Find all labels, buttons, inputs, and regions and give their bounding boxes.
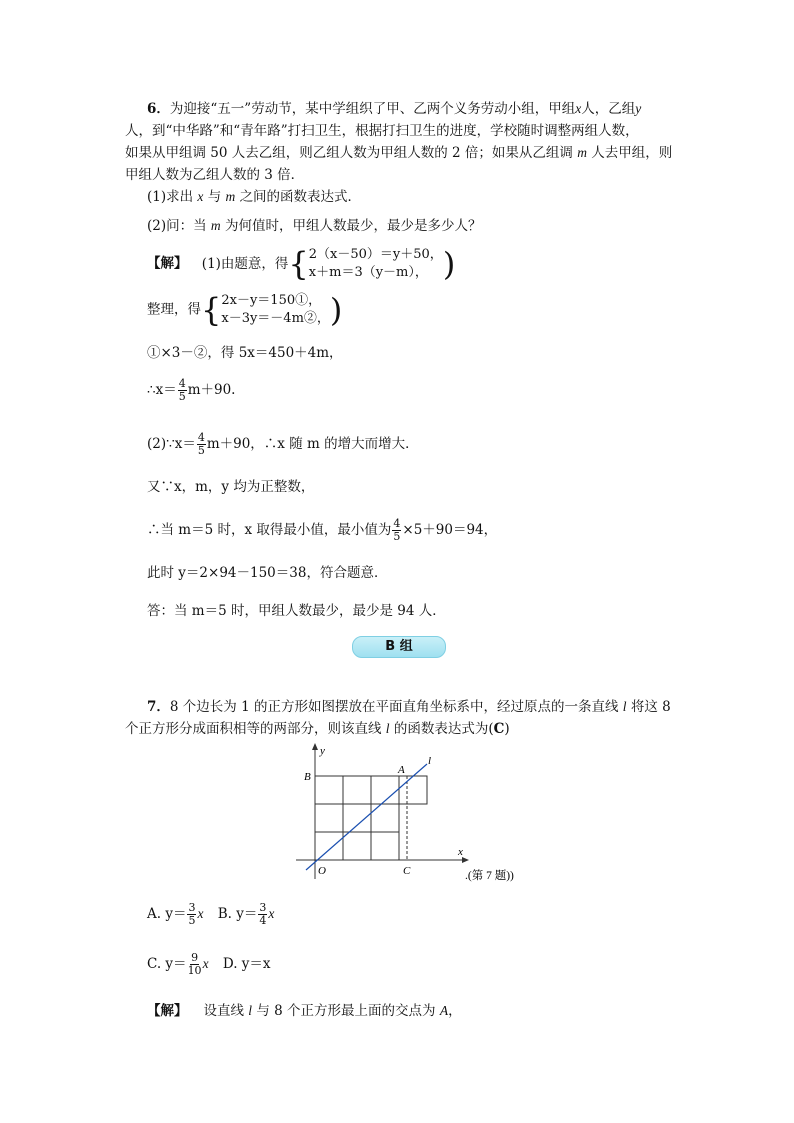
q6-step7: ∴当 m＝5 时，x 取得最小值，最小值为 $\frac{4}{5}$ ×5＋90＝94， (147, 517, 498, 543)
solution-label: 【解】 (147, 255, 188, 272)
q6-step5: (2)∵x＝ $\frac{4}{5}$ m＋90，∴x 随 m 的增大而增大． (147, 431, 419, 457)
option-c: C. y＝ $\frac{9}{10}$ x (147, 951, 209, 977)
q6-step8: 此时 y＝2×94－150＝38，符合题意． (147, 565, 388, 581)
q7-line2: 个正方形分成面积相等的两部分，则该直线 l 的函数表达式为(C) (125, 721, 510, 737)
q6-solution-system2: 整理，得{2x－y＝150①， x－3y＝－4m②，) (147, 291, 343, 329)
q6-line4: 甲组人数为乙组人数的 3 倍． (125, 167, 305, 183)
q6-step4: ∴x＝ $\frac{4}{5}$ m＋90. (147, 377, 236, 403)
q6-step6: 又∵x，m，y 均为正整数， (147, 479, 315, 495)
option-d: D. y＝x (222, 956, 271, 972)
figure-caption: .(第 7 题)) (465, 870, 514, 882)
q6-solution-system1: 【解】 (1)由题意，得{2（x－50）＝y＋50， x＋m＝3（y－m）， ) (147, 245, 456, 283)
label-x: x (458, 846, 463, 858)
q7-options-ab (147, 902, 274, 927)
q6-answer: 答：当 m＝5 时，甲组人数最少，最少是 94 人． (147, 603, 446, 619)
option-a: A. y＝ $\frac{3}{5}$ x (147, 901, 204, 927)
label-A: A (398, 764, 405, 776)
y-axis-arrow (312, 743, 318, 750)
q7-line1: 7．8 个边长为 1 的正方形如图摆放在平面直角坐标系中，经过原点的一条直线 l 将这 8 (147, 699, 671, 715)
q7-options-cd (147, 952, 271, 977)
q6-part1: (1)求出 x 与 m 之间的函数表达式． (147, 189, 362, 205)
label-B: B (304, 771, 311, 783)
q6-line3: 如果从甲组调 50 人去乙组，则乙组人数为甲组人数的 2 倍；如果从乙组调 m 人去甲组，则 (125, 145, 673, 161)
option-b: B. y＝ $\frac{3}{4}$ x (217, 901, 275, 927)
q6-line1: 6．为迎接“五一”劳动节，某中学组织了甲、乙两个义务劳动小组，甲组x人，乙组y (147, 101, 642, 117)
x-axis-arrow (462, 857, 469, 863)
label-l: l (428, 755, 432, 767)
label-O: O (318, 865, 326, 877)
label-y: y (320, 745, 325, 757)
q6-step3: ①×3－②，得 5x＝450＋4m， (147, 345, 343, 361)
q7-solution: 【解】 设直线 l 与 8 个正方形最上面的交点为 A， (147, 1003, 462, 1019)
label-C: C (403, 865, 411, 877)
answer-letter: C (493, 721, 505, 737)
q6-line2: 人，到“中华路”和“青年路”打扫卫生，根据打扫卫生的进度，学校随时调整两组人数， (125, 123, 639, 139)
q7-figure (290, 742, 540, 887)
q6-part2: (2)问：当 m 为何值时，甲组人数最少，最少是多少人？ (147, 218, 482, 234)
line-l (306, 764, 427, 870)
section-badge-b: B 组 (352, 636, 446, 658)
